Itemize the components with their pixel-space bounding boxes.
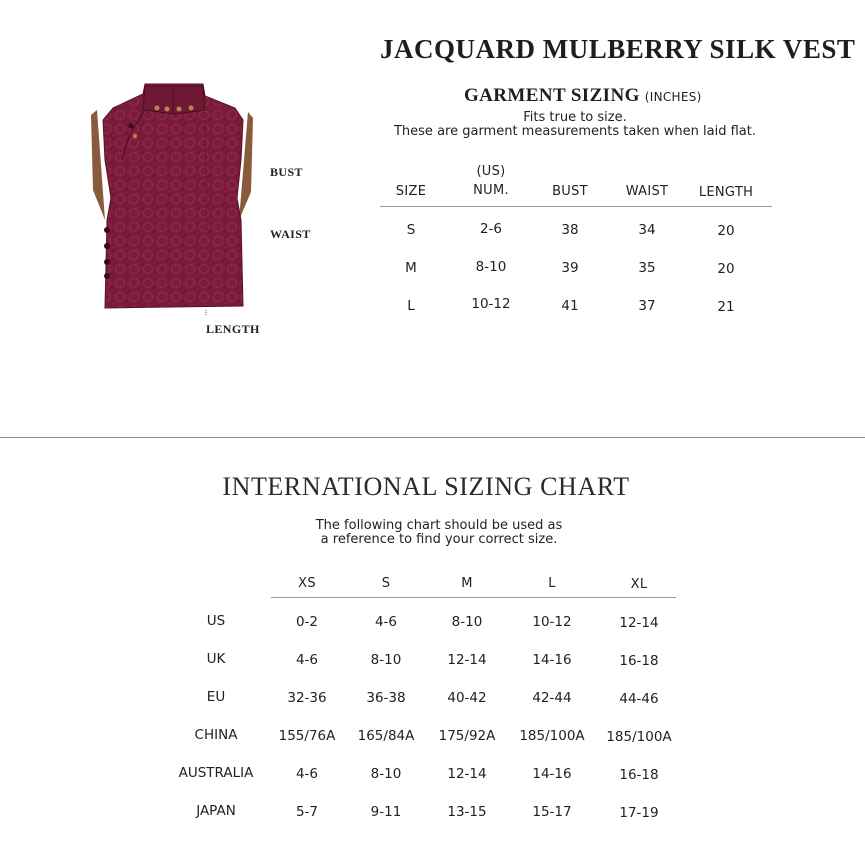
international-note-1: The following chart should be used as [315, 518, 563, 533]
table-cell: 12-14 [447, 766, 487, 782]
col-xl: XL [630, 577, 648, 592]
table-cell: 44-46 [619, 691, 659, 707]
size-cell: L [407, 298, 415, 314]
table-cell: 0-2 [295, 614, 319, 630]
col-l: L [548, 576, 556, 591]
table-cell: 5-7 [295, 804, 319, 820]
international-table-rule [271, 597, 676, 598]
length-cell: 20 [717, 223, 735, 239]
bust-label: BUST [270, 165, 303, 179]
table-cell: 175/92A [438, 728, 496, 744]
size-cell: S [406, 222, 416, 238]
header-waist: WAIST [625, 184, 669, 199]
garment-sizing-heading: GARMENT SIZING [464, 85, 640, 106]
table-cell: 12-14 [619, 615, 659, 631]
international-title: INTERNATIONAL SIZING CHART [222, 472, 630, 501]
table-cell: 185/100A [519, 728, 585, 744]
waist-cell: 35 [638, 260, 656, 276]
bust-cell: 41 [561, 298, 579, 314]
garment-sizing-unit: (INCHES) [644, 90, 702, 104]
length-cell: 20 [717, 261, 735, 277]
table-cell: 17-19 [619, 805, 659, 821]
international-note-2: a reference to find your correct size. [320, 532, 558, 547]
length-cell: 21 [717, 299, 735, 315]
section-divider [0, 437, 865, 438]
num-cell: 10-12 [471, 296, 511, 312]
col-m: M [461, 576, 473, 591]
table-cell: 4-6 [295, 766, 319, 782]
row-label: US [206, 613, 226, 629]
header-bust: BUST [552, 184, 588, 199]
table-cell: 14-16 [532, 766, 572, 782]
table-cell: 42-44 [532, 690, 572, 706]
table-cell: 40-42 [447, 690, 487, 706]
table-cell: 32-36 [287, 690, 327, 706]
waist-cell: 34 [638, 222, 656, 238]
length-label: LENGTH [206, 322, 260, 336]
table-cell: 13-15 [447, 804, 487, 820]
table-cell: 8-10 [370, 652, 402, 668]
size-cell: M [405, 260, 417, 276]
table-cell: 155/76A [278, 728, 336, 744]
table-cell: 185/100A [606, 729, 672, 745]
table-cell: 165/84A [357, 728, 415, 744]
vest-image [85, 80, 265, 315]
header-size: SIZE [395, 184, 427, 199]
measurement-note: These are garment measurements taken when laid flat. [393, 124, 756, 139]
table-cell: 9-11 [370, 804, 402, 820]
num-cell: 2-6 [479, 221, 503, 237]
table-cell: 16-18 [619, 653, 659, 669]
table-cell: 16-18 [619, 767, 659, 783]
bust-cell: 38 [561, 222, 579, 238]
garment-sizing-title [464, 85, 702, 107]
table-cell: 12-14 [447, 652, 487, 668]
table-cell: 10-12 [532, 614, 572, 630]
col-s: S [381, 576, 391, 591]
waist-cell: 37 [638, 298, 656, 314]
table-cell: 14-16 [532, 652, 572, 668]
col-xs: XS [298, 576, 316, 591]
garment-table-rule [380, 206, 772, 207]
header-num: NUM. [473, 183, 509, 198]
product-title: JACQUARD MULBERRY SILK VEST [380, 34, 856, 64]
table-cell: 8-10 [451, 614, 483, 630]
row-label: AUSTRALIA [178, 765, 254, 781]
num-cell: 8-10 [475, 259, 507, 275]
table-cell: 8-10 [370, 766, 402, 782]
header-length: LENGTH [698, 185, 754, 200]
fit-note: Fits true to size. [523, 110, 627, 125]
row-label: JAPAN [196, 803, 236, 819]
table-cell: 15-17 [532, 804, 572, 820]
row-label: UK [206, 651, 226, 667]
row-label: EU [206, 689, 226, 705]
table-cell: 36-38 [366, 690, 406, 706]
table-cell: 4-6 [295, 652, 319, 668]
table-cell: 4-6 [374, 614, 398, 630]
row-label: CHINA [194, 727, 238, 743]
waist-label: WAIST [270, 227, 311, 241]
header-us: (US) [476, 164, 506, 179]
bust-cell: 39 [561, 260, 579, 276]
